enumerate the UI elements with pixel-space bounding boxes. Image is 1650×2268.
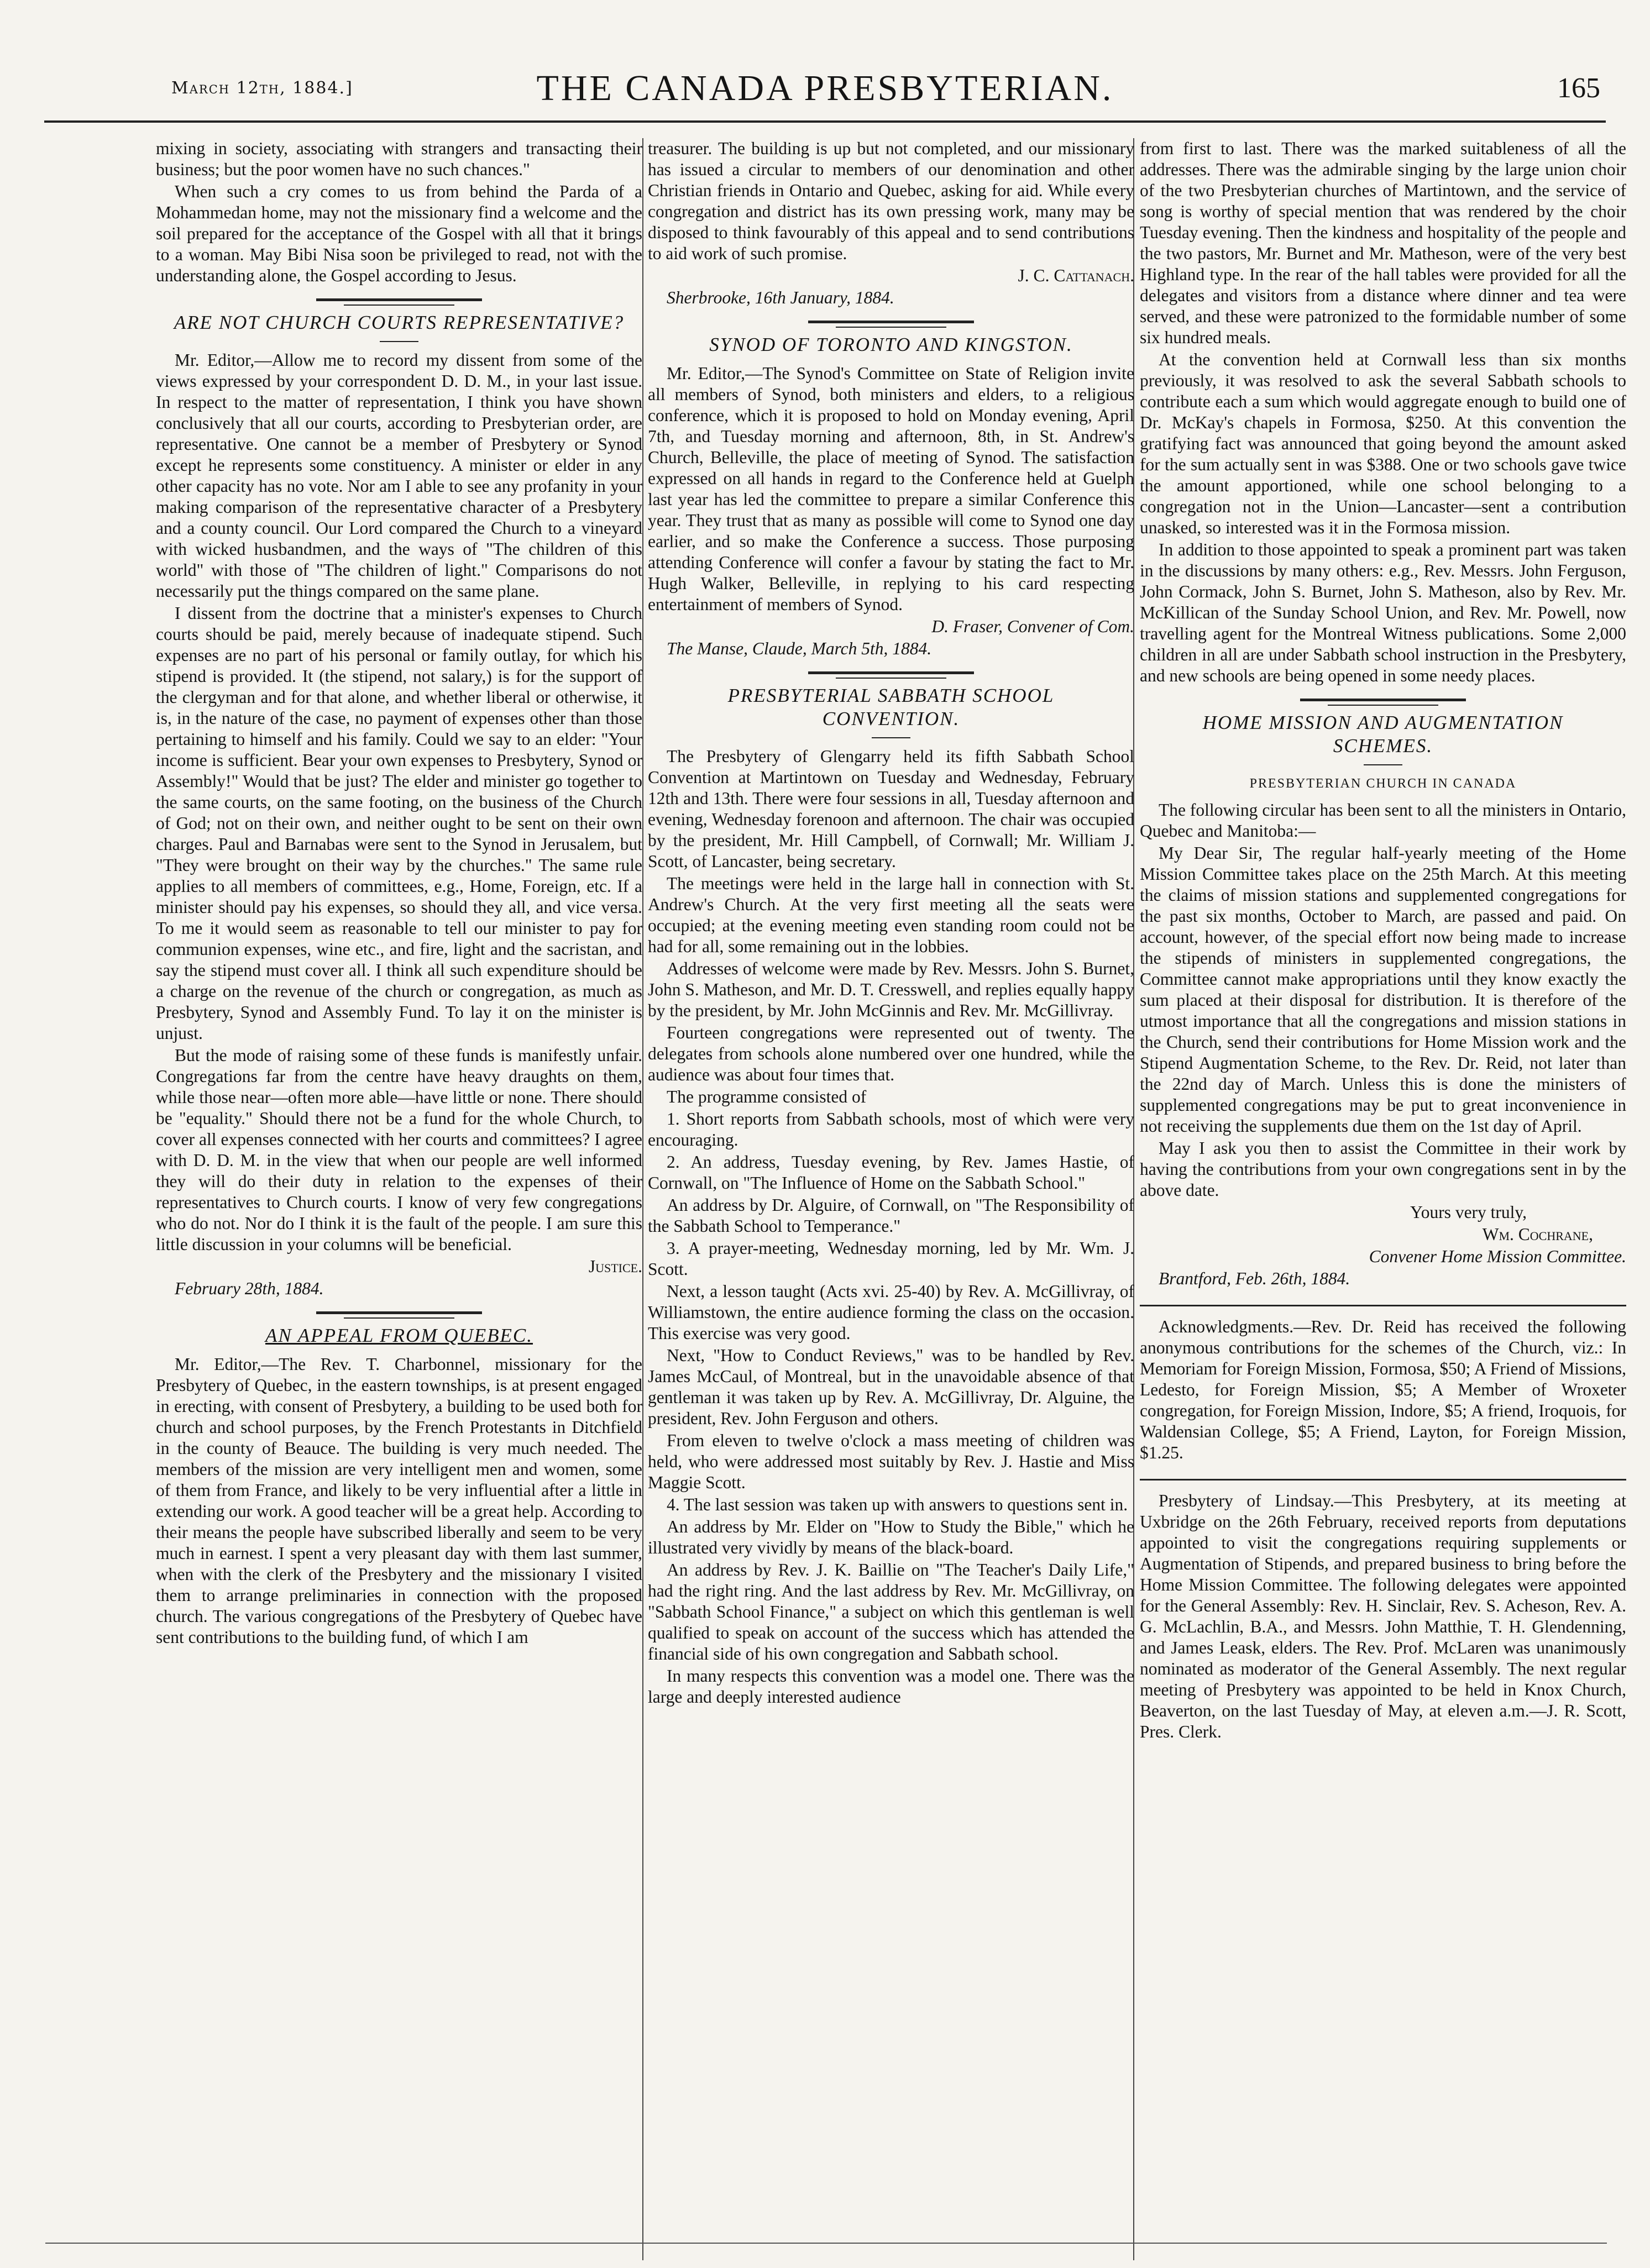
paragraph: In many respects this convention was a model one. There was the large and deeply interested audience: [648, 1666, 1134, 1707]
paragraph: From eleven to twelve o'clock a mass meeting of children was held, who were addressed most suitably by Rev. J. Hastie and Miss Maggie Scott.: [648, 1431, 1134, 1492]
paragraph: Mr. Editor,—The Rev. T. Charbonnel, missionary for the Presbytery of Quebec, in the eastern townships, is at present engaged in erecting, with consent of Presbytery, a building to be used both for church and school purposes, by the French Protestants in Ditchfield in the county of Beauce. The building is very much needed. The members of the mission are very intelligent men and women, some of them from France, and likely to be very influential after a little in extending our work. A good teacher will be a great help. According to their means the people have subscribed liberally and seem to be very much in earnest. I spent a very pleasant day with them last summer, when with the clerk of the Presbytery and the missionary I visited them to arrange preliminaries in connection with the proposed church. The various congregations of the Presbytery of Quebec have sent contributions to the building fund, of which I am: [156, 1355, 642, 1647]
paragraph: I dissent from the doctrine that a minister's expenses to Church courts should be paid, merely because of inadequate stipend. Such expenses are no part of his personal or family outlay, for which his stipend is provided. It (the stipend, not salary,) is for the support of the clergyman and for that alone, and whether liberal or otherwise, it is, in the nature of the case, no payment of expenses other than those pertaining to himself and his family. Could we say to an elder: "Your income is sufficient. Bear your own expenses to Presbytery, Synod or Assembly!" Would that be just? The elder and minister go together to the same courts, on the same footing, on the business of the Church of God; not on their own, and neither ought to be sent on their own charges. Paul and Barnabas were sent to the Synod in Jerusalem, but "They were brought on their way by the churches." The same rule applies to all members of committees, e.g., Home, Foreign, etc. If a minister should pay his expenses, so should they all, and vice versa. To me it would seem as reasonable to tell our minister to pay for communion expenses, wine etc., and fire, light and the sacristan, and say the stipend must cover all. I think all such expenditure should be a charge on the revenue of the church or congregation, as much as Presbytery, Synod and Assembly Fund. To lay it on the minister is unjust.: [156, 603, 642, 1043]
paragraph: An address by Dr. Alguire, of Cornwall, on "The Responsibility of the Sabbath School to Temperance.": [648, 1195, 1134, 1236]
section-separator: [1328, 705, 1438, 706]
paragraph: Acknowledgments.—Rev. Dr. Reid has received the following anonymous contributions for the schemes of the Church, viz.: In Memoriam for Foreign Mission, Formosa, $50; A Friend of Missions, Ledesto, for Foreign Mission, $5; A Member of Wroxeter congregation, for Foreign Mission, Indore, $5; A friend, Iroquois, for Waldensian College, $5; A Friend, Layton, for Foreign Mission, $1.25.: [1140, 1317, 1626, 1462]
signature: D. Fraser, Convener of Com.: [931, 617, 1134, 636]
signature-title: Convener Home Mission Committee.: [1369, 1247, 1626, 1266]
section-separator: [836, 678, 946, 679]
dateline: Sherbrooke, 16th January, 1884.: [667, 288, 894, 307]
column-rule-left: [642, 138, 643, 2260]
bottom-rule: [45, 2243, 1607, 2244]
paragraph: mixing in society, associating with strangers and transacting their business; but the poor women have no such chances.": [156, 139, 642, 179]
section-separator: [316, 1311, 482, 1314]
signature: Justice.: [588, 1257, 642, 1276]
paragraph: Mr. Editor,—Allow me to record my dissent from some of the views expressed by your correspondent D. D. M., in your last issue. In respect to the matter of representation, I think you have shown conclusively that all our courts, according to Presbyterian order, are representative. One cannot be a member of Presbytery or Synod except he represents some constituency. A minister or elder in any other capacity has no vote. Nor am I able to see any profanity in your making comparison of the representative character of a Presbytery and a county council. Our Lord compared the Church to a vineyard with wicked husbandmen, and the ways of "The children of this world" with those of "The children of light." Comparisons do not necessarily put the things compared on the same plane.: [156, 350, 642, 601]
divider: [1140, 1305, 1626, 1306]
paragraph: The following circular has been sent to all the ministers in Ontario, Quebec and Manitoba:—: [1140, 800, 1626, 841]
title-rule: [1364, 764, 1402, 765]
paragraph: 2. An address, Tuesday evening, by Rev. James Hastie, of Cornwall, on "The Influence of Home on the Sabbath School.": [648, 1152, 1134, 1193]
paragraph: An address by Rev. J. K. Baillie on "The Teacher's Daily Life," had the right ring. And the last address by Rev. Mr. McGillivray, on "Sabbath School Finance," a subject on which this gentleman is well qualified to speak on account of the success which has attended the financial side of his own congregation and Sabbath school.: [648, 1560, 1134, 1663]
dateline: February 28th, 1884.: [175, 1279, 324, 1298]
signature: J. C. Cattanach.: [1018, 266, 1134, 285]
paragraph: 1. Short reports from Sabbath schools, most of which were very encouraging.: [648, 1109, 1134, 1149]
issue-date: March 12th, 1884.]: [171, 78, 353, 98]
paragraph: 3. A prayer-meeting, Wednesday morning, led by Mr. Wm. J. Scott.: [648, 1238, 1134, 1279]
section-separator: [836, 327, 946, 328]
divider: [1140, 1479, 1626, 1481]
paragraph: The programme consisted of: [667, 1087, 867, 1106]
paragraph: 4. The last session was taken up with answers to questions sent in.: [667, 1495, 1128, 1514]
article-title: ARE NOT CHURCH COURTS REPRESENTATIVE?: [174, 312, 625, 333]
column-1: [156, 138, 642, 2238]
paragraph: Fourteen congregations were represented out of twenty. The delegates from schools alone numbered over one hundred, while the audience was about four times that.: [648, 1023, 1134, 1084]
paragraph: When such a cry comes to us from behind the Parda of a Mohammedan home, may not the missionary find a welcome and the soil prepared for the acceptance of the Gospel with all that it brings to a woman. May Bibi Nisa soon be privileged to read, not with the understanding alone, the Gospel according to Jesus.: [156, 182, 642, 285]
section-separator: [808, 321, 974, 323]
closing: Yours very truly,: [1410, 1203, 1527, 1222]
signature: Wm. Cochrane,: [1482, 1225, 1593, 1244]
newspaper-title: THE CANADA PRESBYTERIAN.: [536, 68, 1114, 108]
dateline: Brantford, Feb. 26th, 1884.: [1159, 1269, 1350, 1288]
section-separator: [344, 305, 454, 306]
article-title: SYNOD OF TORONTO AND KINGSTON.: [709, 334, 1073, 355]
paragraph: At the convention held at Cornwall less than six months previously, it was resolved to ask the several Sabbath schools to contribute each a sum which would aggregate enough to build one of Dr. McKay's chapels in Formosa, $250. At this convention the gratifying fact was announced that going beyond the amount asked for the sum actually sent in was $388. One or two schools gave twice the amount apportioned, while one school belonging to a congregation not in the Union—Lancaster—sent a contribution unasked, so interested was it in the Formosa mission.: [1140, 350, 1626, 537]
section-separator: [344, 1317, 454, 1319]
article-subtitle: PRESBYTERIAN CHURCH IN CANADA: [1249, 776, 1517, 791]
paragraph: Addresses of welcome were made by Rev. Messrs. John S. Burnet, John S. Matheson, and Mr. D. T. Cresswell, and replies equally happy by the president, by Mr. John McGinnis and Rev. Mr. McGillivray.: [648, 959, 1134, 1020]
section-separator: [316, 298, 482, 301]
title-rule: [380, 341, 418, 342]
paragraph: from first to last. There was the marked suitableness of all the addresses. There was the admirable singing by the large union choir of the two Presbyterian churches of Martintown, and the service of song is worthy of special mention that was rendered by the choir Tuesday evening. Then the kindness and hospitality of the people and the two pastors, Mr. Burnet and Mr. Matheson, were of the very best Highland type. In the rear of the hall tables were provided for all the delegates and visitors from a distance where dinner and tea were served, and these were patronized to the formidable number of some six hundred meals.: [1140, 139, 1626, 347]
dateline: The Manse, Claude, March 5th, 1884.: [667, 639, 932, 658]
paragraph: Next, a lesson taught (Acts xvi. 25-40) by Rev. A. McGillivray, of Williamstown, the entire audience forming the class on the occasion. This exercise was very good.: [648, 1282, 1134, 1343]
paragraph: The meetings were held in the large hall in connection with St. Andrew's Church. At the very first meeting all the seats were occupied; at the evening meeting even standing room could not be had for all, some remaining out in the lobbies.: [648, 874, 1134, 956]
paragraph: Next, "How to Conduct Reviews," was to be handled by Rev. James McCaul, of Montreal, but in the unavoidable absence of that gentleman it was taken up by Rev. A. McGillivray, Dr. Alguine, the president, Rev. John Ferguson and others.: [648, 1346, 1134, 1428]
paragraph: treasurer. The building is up but not completed, and our missionary has issued a circular to members of our denomination and other Christian friends in Ontario and Quebec, asking for aid. While every congregation and district has its own pressing work, many may be disposed to think favourably of this appeal and to send contributions to aid work of such promise.: [648, 139, 1134, 263]
section-separator: [808, 671, 974, 674]
paragraph: An address by Mr. Elder on "How to Study the Bible," which he illustrated very vividly by means of the black-board.: [648, 1517, 1134, 1557]
title-rule: [872, 737, 910, 738]
paragraph: The Presbytery of Glengarry held its fifth Sabbath School Convention at Martintown on Tuesday and Wednesday, February 12th and 13th. There were four sessions in all, Tuesday afternoon and evening, Wednesday forenoon and afternoon. The chair was occupied by the president, Mr. Hill Campbell, of Cornwall; Mr. William J. Scott, of Lancaster, being secretary.: [648, 747, 1134, 871]
column-2: [648, 138, 1134, 2238]
paragraph: Mr. Editor,—The Synod's Committee on State of Religion invite all members of Synod, both ministers and elders, to a religious conference, which it is proposed to hold on Monday evening, April 7th, and Tuesday morning and afternoon, 8th, in St. Andrew's Church, Belleville, the place of meeting of Synod. The satisfaction expressed on all hands in regard to the Conference held at Guelph last year has led the committee to prepare a similar Conference this year. They trust that as many as possible will come to Synod one day earlier, and so make the Conference a success. Those purposing attending Conference will confer a favour by stating the fact to Mr. Hugh Walker, Belleville, in replying to his card respecting entertainment of members of Synod.: [648, 364, 1134, 614]
paragraph: But the mode of raising some of these funds is manifestly unfair. Congregations far from the centre have heavy draughts on them, while those near—often more able—have little or none. There should be "equality." Should there not be a fund for the whole Church, to cover all expenses connected with her courts and committees? I agree with D. D. M. in the view that when our people are well informed they will do their duty in relation to the expenses of their representatives to Church courts. I know of very few congregations who do not. Nor do I think it is the fault of the people. I am sure this little discussion in your columns will be beneficial.: [156, 1046, 642, 1254]
paragraph: In addition to those appointed to speak a prominent part was taken in the discussions by many others: e.g., Rev. Messrs. John Ferguson, John Cormack, John S. Burnet, John S. Matheson, also by Rev. Mr. McKillican of the Sunday School Union, and Rev. Mr. Powell, now travelling agent for the Montreal Witness publications. Some 2,000 children in all are under Sabbath school instruction in the Presbytery, and new schools are being opened in some needy places.: [1140, 540, 1626, 685]
article-title: PRESBYTERIAL SABBATH SCHOOL CONVENTION.: [727, 685, 1055, 729]
paragraph: My Dear Sir, The regular half-yearly meeting of the Home Mission Committee takes place on the 25th March. At this meeting the claims of mission stations and supplemented congregations for the past six months, October to March, are passed and paid. On account, however, of the special effort now being made to increase the stipends of ministers in supplemented congregations, the Committee cannot make appropriations until they know exactly the sum placed at their disposal for distribution. It is therefore of the utmost importance that all the congregations and mission stations in the Church, send their contributions for Home Mission work and the Stipend Augmentation Scheme, to the Rev. Dr. Reid, not later than the 22nd day of March. Unless this is done the ministers of supplemented congregations may be put to great inconvenience in not receiving the supplements due them on the 1st day of April.: [1140, 843, 1626, 1136]
page-number: 165: [1557, 72, 1600, 104]
column-3: [1140, 138, 1626, 2238]
article-title: AN APPEAL FROM QUEBEC.: [265, 1325, 533, 1346]
paragraph: Presbytery of Lindsay.—This Presbytery, at its meeting at Uxbridge on the 26th February, received reports from deputations appointed to visit the congregations requiring supplements or Augmentation of Stipends, and prepared business to bring before the Home Mission Committee. The following delegates were appointed for the General Assembly: Rev. H. Sinclair, Rev. S. Acheson, Rev. A. G. McLachlin, B.A., and Messrs. John Matthie, T. H. Glendenning, and James Leask, elders. The Rev. Prof. McLaren was unanimously nominated as moderator of the General Assembly. The next regular meeting of Presbytery was appointed to be held in Knox Church, Beaverton, on the last Tuesday of May, at eleven a.m.—J. R. Scott, Pres. Clerk.: [1140, 1491, 1626, 1741]
masthead: [44, 60, 1606, 123]
paragraph: May I ask you then to assist the Committee in their work by having the contributions from your own congregations sent in by the above date.: [1140, 1138, 1626, 1200]
section-separator: [1300, 699, 1466, 701]
article-title: HOME MISSION AND AUGMENTATION SCHEMES.: [1202, 712, 1564, 757]
